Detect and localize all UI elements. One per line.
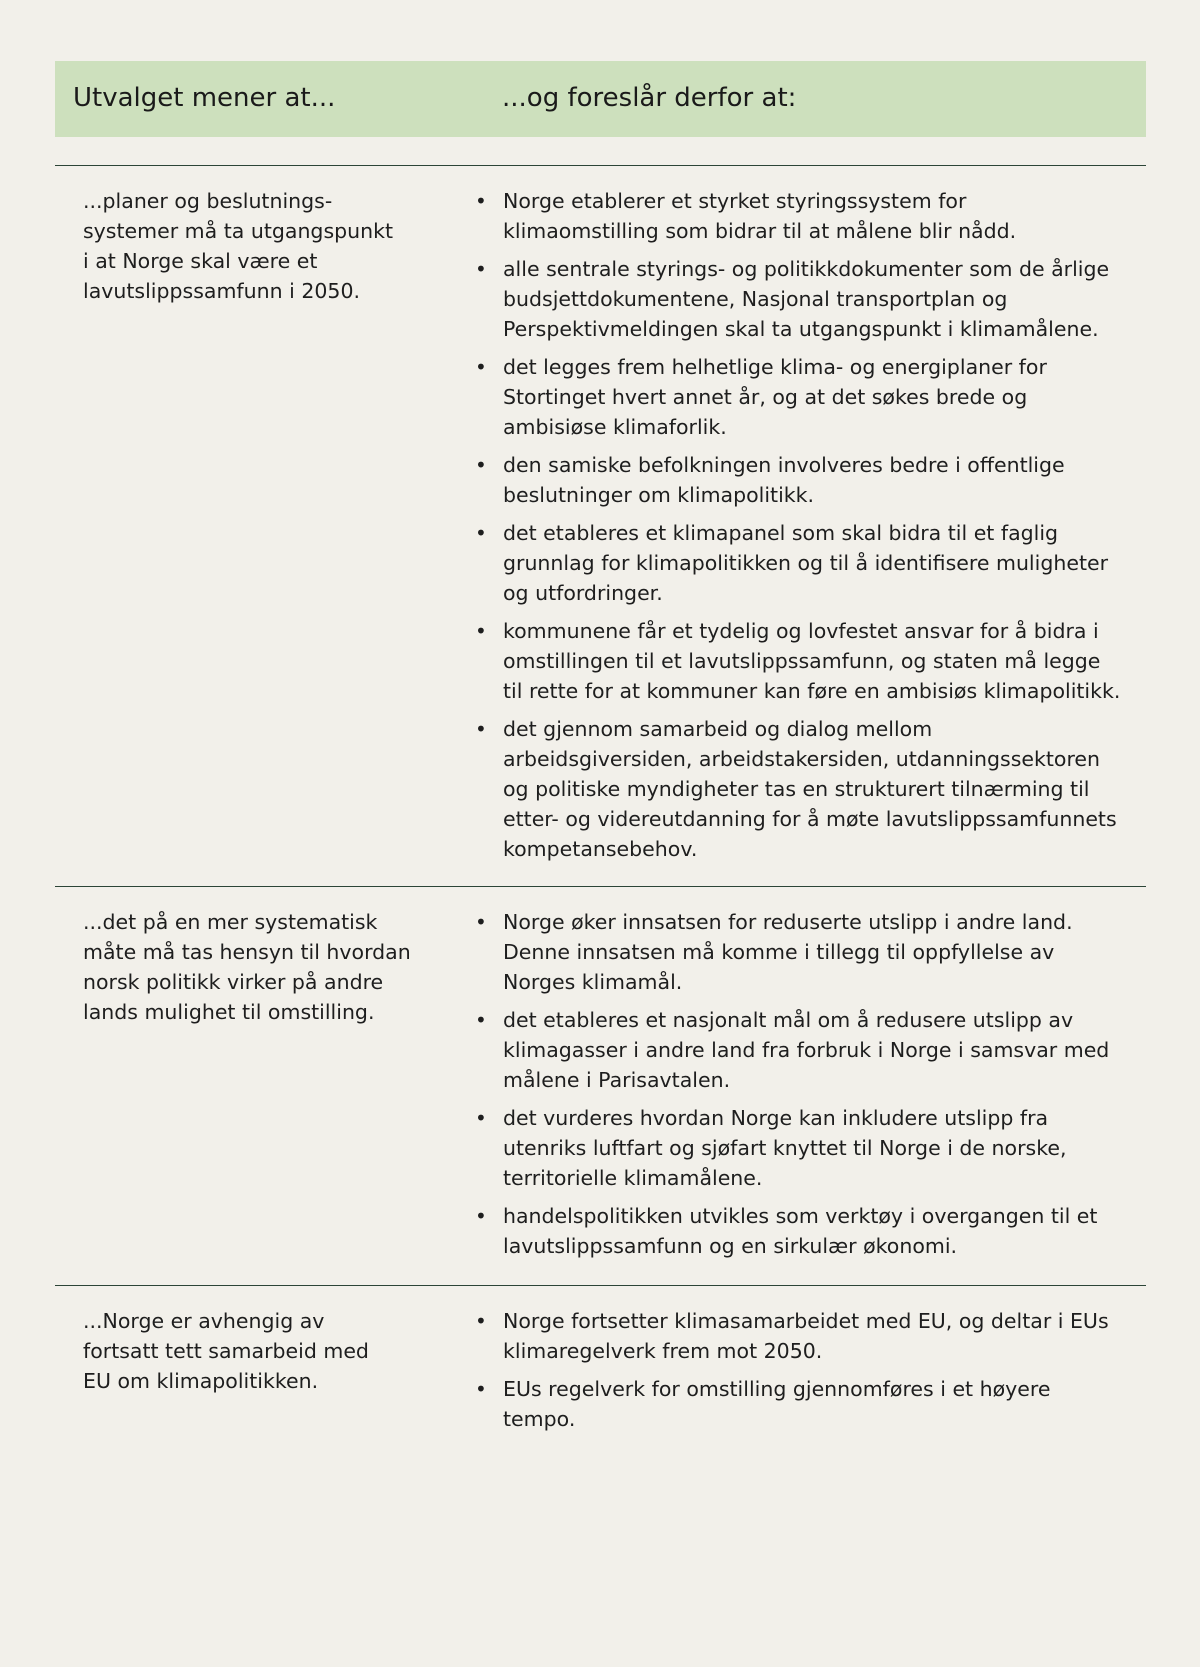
proposal-item bbox=[475, 1374, 1125, 1434]
row-proposals bbox=[475, 166, 1125, 886]
proposal-text: det gjennom samarbeid og dialog mellom arbeidsgiversiden, arbeidstakersiden, utdanningssektoren og politiske myndigheter tas en strukturert tilnærming til etter- og videreutdanning for å møte lavutslippssamfunnets kompetansebehov. bbox=[503, 717, 1117, 861]
bullet-icon: • bbox=[475, 1377, 487, 1401]
proposal-item bbox=[475, 616, 1125, 706]
proposal-item bbox=[475, 1306, 1125, 1366]
proposal-text: det legges frem helhetlige klima- og energiplaner for Stortinget hvert annet år, og at det søkes brede og ambisiøse klimaforlik. bbox=[503, 355, 1047, 439]
bullet-icon: • bbox=[475, 257, 487, 281]
table-row bbox=[55, 887, 1146, 1285]
proposal-text: Norge øker innsatsen for reduserte utslipp i andre land. Denne innsatsen må komme i tillegg til oppfyllelse av Norges klimamål. bbox=[503, 910, 1073, 994]
proposal-item bbox=[475, 907, 1125, 997]
recommendations-table bbox=[55, 61, 1146, 1456]
proposal-item bbox=[475, 1103, 1125, 1193]
proposal-item bbox=[475, 186, 1125, 246]
row-proposals bbox=[475, 887, 1125, 1285]
bullet-icon: • bbox=[475, 717, 487, 741]
proposal-text: Norge fortsetter klimasamarbeidet med EU, og deltar i EUs klimaregelverk frem mot 2050. bbox=[503, 1309, 1109, 1363]
bullet-icon: • bbox=[475, 1106, 487, 1130]
header-right: ...og foreslår derfor at: bbox=[502, 83, 797, 113]
row-finding: ...det på en mer systematisk måte må tas hensyn til hvordan norsk politikk virker på andre lands mulighet til omstilling. bbox=[83, 910, 411, 1024]
proposal-text: EUs regelverk for omstilling gjennomføres i et høyere tempo. bbox=[503, 1377, 1051, 1431]
table-row bbox=[55, 166, 1146, 886]
proposal-text: kommunene får et tydelig og lovfestet ansvar for å bidra i omstillingen til et lavutslippssamfunn, og staten må legge til rette for at kommuner kan føre en ambisiøs klimapolitikk. bbox=[503, 619, 1121, 703]
bullet-icon: • bbox=[475, 521, 487, 545]
proposal-item bbox=[475, 714, 1125, 864]
bullet-icon: • bbox=[475, 1204, 487, 1228]
bullet-icon: • bbox=[475, 1309, 487, 1333]
bullet-icon: • bbox=[475, 189, 487, 213]
proposal-item bbox=[475, 450, 1125, 510]
bullet-icon: • bbox=[475, 1008, 487, 1032]
proposal-text: alle sentrale styrings- og politikkdokumenter som de årlige budsjettdokumentene, Nasjonal transportplan og Perspektivmeldingen skal ta utgangspunkt i klimamålene. bbox=[503, 257, 1110, 341]
proposal-text: det vurderes hvordan Norge kan inkludere utslipp fra utenriks luftfart og sjøfart knyttet til Norge i de norske, territorielle klimamålene. bbox=[503, 1106, 1067, 1190]
proposal-text: Norge etablerer et styrket styringssystem for klimaomstilling som bidrar til at målene blir nådd. bbox=[503, 189, 1017, 243]
row-finding: ...Norge er avhengig av fortsatt tett samarbeid med EU om klimapolitikken. bbox=[83, 1309, 369, 1393]
bullet-icon: • bbox=[475, 619, 487, 643]
proposal-text: den samiske befolkningen involveres bedre i offentlige beslutninger om klimapolitikk. bbox=[503, 453, 1065, 507]
header-left: Utvalget mener at... bbox=[73, 83, 336, 113]
proposal-item bbox=[475, 1005, 1125, 1095]
proposal-item bbox=[475, 352, 1125, 442]
proposal-text: handelspolitikken utvikles som verktøy i overgangen til et lavutslippssamfunn og en sirkulær økonomi. bbox=[503, 1204, 1098, 1258]
proposal-text: det etableres et nasjonalt mål om å redusere utslipp av klimagasser i andre land fra forbruk i Norge i samsvar med målene i Parisavtalen. bbox=[503, 1008, 1110, 1092]
table-row bbox=[55, 1286, 1146, 1456]
proposal-item bbox=[475, 518, 1125, 608]
bullet-icon: • bbox=[475, 453, 487, 477]
proposal-item bbox=[475, 1201, 1125, 1261]
proposal-item bbox=[475, 254, 1125, 344]
row-proposals bbox=[475, 1286, 1125, 1456]
row-finding: ...planer og beslutnings- systemer må ta utgangspunkt i at Norge skal være et lavutslippssamfunn i 2050. bbox=[83, 189, 394, 303]
bullet-icon: • bbox=[475, 910, 487, 934]
proposal-text: det etableres et klimapanel som skal bidra til et faglig grunnlag for klimapolitikken og til å identifisere muligheter og utfordringer. bbox=[503, 521, 1109, 605]
table-header bbox=[55, 61, 1146, 137]
bullet-icon: • bbox=[475, 355, 487, 379]
